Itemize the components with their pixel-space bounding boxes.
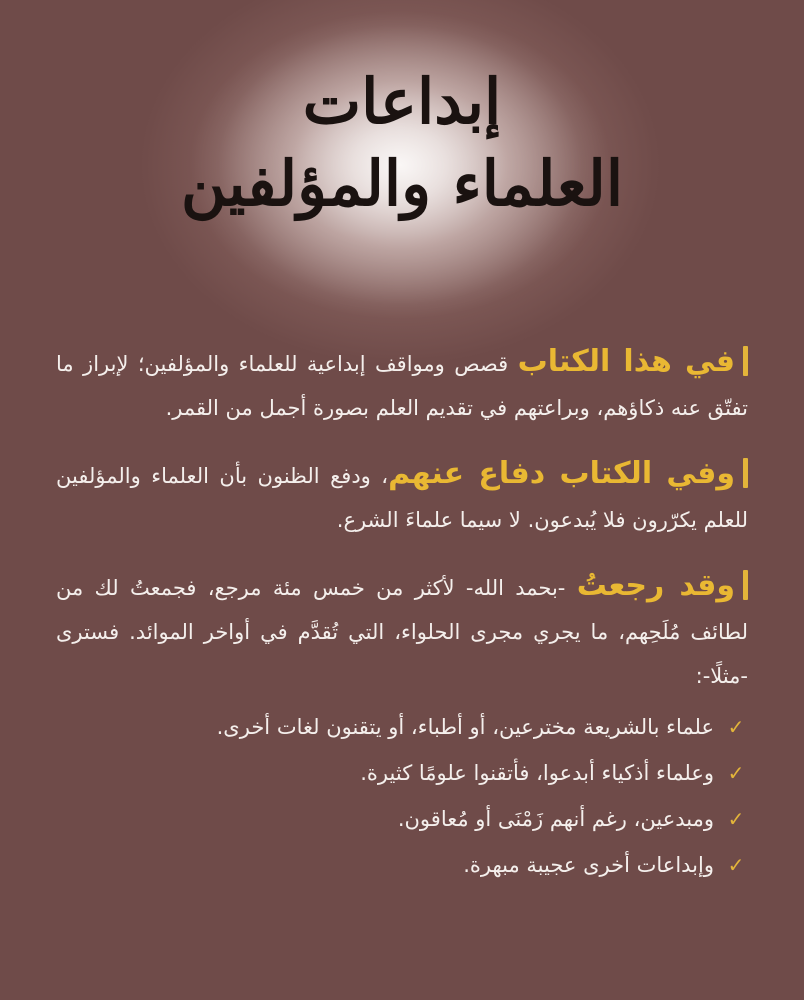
section-bar-icon [743, 458, 748, 488]
description [56, 340, 748, 888]
section-bar-icon [743, 346, 748, 376]
section-bar-icon [743, 570, 748, 600]
checkmark-icon: ✓ [727, 715, 745, 739]
list-item-text: وعلماء أذكياء أبدعوا، فأتقنوا علومًا كثيرة. [360, 761, 714, 785]
checkmark-icon: ✓ [727, 853, 745, 877]
list-item [56, 750, 748, 796]
title-line-2: العلماء والمؤلفين [180, 147, 624, 220]
paragraph-1-highlight: في هذا الكتاب [517, 344, 736, 379]
paragraph-3-text: -بحمد الله- لأكثر من خمس مئة مرجع، فجمعتُ لك من لطائف مُلَحِهم، ما يجري مجرى الحلواء، التي تُقدَّم في أواخر الموائد. فسترى -مثلًا-: [56, 576, 748, 688]
feature-list [56, 704, 748, 888]
list-item-text: علماء بالشريعة مخترعين، أو أطباء، أو يتقنون لغات أخرى. [216, 715, 714, 739]
checkmark-icon: ✓ [727, 761, 745, 785]
paragraph-2-text: ، ودفع الظنون بأن العلماء والمؤلفين للعلم يكرّرون فلا يُبدعون. لا سيما علماءَ الشرع. [56, 464, 748, 532]
list-item-text: وإبداعات أخرى عجيبة مبهرة. [463, 853, 714, 877]
list-item [56, 704, 748, 750]
book-title [0, 62, 804, 226]
paragraph-1-text: قصص ومواقف إبداعية للعلماء والمؤلفين؛ لإبراز ما تفتّق عنه ذكاؤهم، وبراعتهم في تقديم العلم بصورة أجمل من القمر. [56, 352, 748, 420]
paragraph-3 [56, 564, 748, 698]
paragraph-2-highlight: وفي الكتاب دفاع عنهم [388, 456, 735, 491]
paragraph-1 [56, 340, 748, 430]
title-line-1: إبداعات [302, 65, 502, 138]
checkmark-icon: ✓ [727, 807, 745, 831]
paragraph-3-highlight: وقد رجعتُ [576, 568, 735, 603]
paragraph-2 [56, 452, 748, 542]
list-item-text: ومبدعين، رغم أنهم زَمْنَى أو مُعاقون. [397, 807, 714, 831]
list-item [56, 796, 748, 842]
list-item [56, 842, 748, 888]
